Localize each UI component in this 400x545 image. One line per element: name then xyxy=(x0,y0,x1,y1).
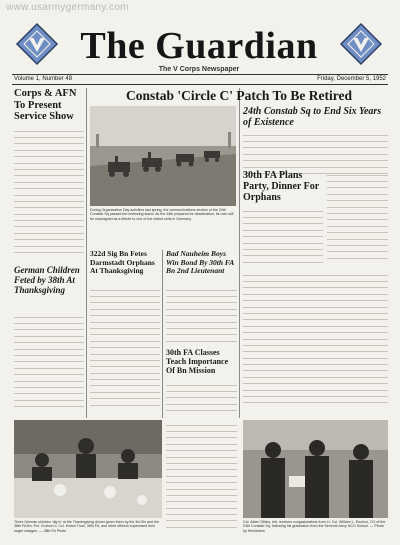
headline-bond: Bad Nauheim Boys Win Bond By 30th FA Bn 2nd Lieutenant xyxy=(166,249,234,275)
v-corps-emblem-left-icon xyxy=(15,22,59,66)
photo-convoy xyxy=(90,106,236,206)
caption-convoy: During Organization Day activities last spring, the communications section of the 24th Constab Sq passed the reviewing stand. As the 24th prepares for deactivation, its men will be reassigned as a tribute to one of the oldest units in Germany. xyxy=(90,208,234,221)
column-rule xyxy=(86,88,87,418)
article-body-30th-fa-classes xyxy=(166,380,237,416)
caption-officers-ceremony: Col. Alden Sibley, left, receives congratulations from Lt. Col. William L. Rozhon, CO of the 24th Constab Sq, following his graduation from the Seventh Army NCO School. — Photo by Hechtstein xyxy=(243,520,386,533)
column-rule xyxy=(239,88,240,418)
article-body-bond xyxy=(166,285,237,345)
column-rule xyxy=(162,250,163,418)
article-body-right-continuation xyxy=(243,270,388,416)
issue-date: Friday, December 5, 1952 xyxy=(317,76,386,82)
article-body-german-children xyxy=(14,312,84,416)
headline-german-children: German Children Feted by 38th At Thanksgiving xyxy=(14,265,80,295)
convoy-photo-image xyxy=(90,106,236,206)
headline-24th-constab: 24th Constab Sq to End Six Years of Existence xyxy=(243,106,382,128)
headline-322d-sig-bn: 322d Sig Bn Fetes Darmstadt Orphans At Thanksgiving xyxy=(90,249,155,275)
caption-children-dinner: Three German children 'dig in' at the Thanksgiving dinner given them by the 3rd Bn and the 38th FA Bn. Pvt. Crofoot Lt. Col. Edwin Trust, 38th FA, and other officers supervised their eager charges. — 38th FA Photo xyxy=(14,520,159,533)
masthead-title: The Guardian xyxy=(80,25,318,67)
photo-officers-ceremony xyxy=(243,420,388,518)
photo-children-dinner xyxy=(14,420,162,518)
v-corps-emblem-right-icon xyxy=(339,22,383,66)
article-body-30th-fa-party-cont xyxy=(327,170,388,266)
article-body-24th-constab xyxy=(243,130,388,174)
officers-ceremony-photo-image xyxy=(243,420,388,518)
headline-corps-afn: Corps & AFN To Present Service Show xyxy=(14,88,77,122)
volume-number: Volume 1, Number 48 xyxy=(14,76,73,82)
article-body-bottom-middle xyxy=(166,420,237,538)
headline-30th-fa-classes: 30th FA Classes Teach Importance Of Bn Mission xyxy=(166,348,229,375)
headline-30th-fa-party: 30th FA Plans Party, Dinner For Orphans xyxy=(243,170,320,203)
article-body-corps-afn xyxy=(14,126,84,258)
headline-constab-patch: Constab 'Circle C' Patch To Be Retired xyxy=(126,88,352,103)
children-dinner-photo-image xyxy=(14,420,162,518)
masthead-rule-top xyxy=(12,74,388,75)
masthead-subtitle: The V Corps Newspaper xyxy=(158,66,240,73)
masthead-rule-bottom xyxy=(12,84,388,85)
article-body-322d-sig-bn xyxy=(90,285,160,416)
article-body-30th-fa-party xyxy=(243,206,323,266)
watermark: www.usarmygermany.com xyxy=(6,2,129,13)
